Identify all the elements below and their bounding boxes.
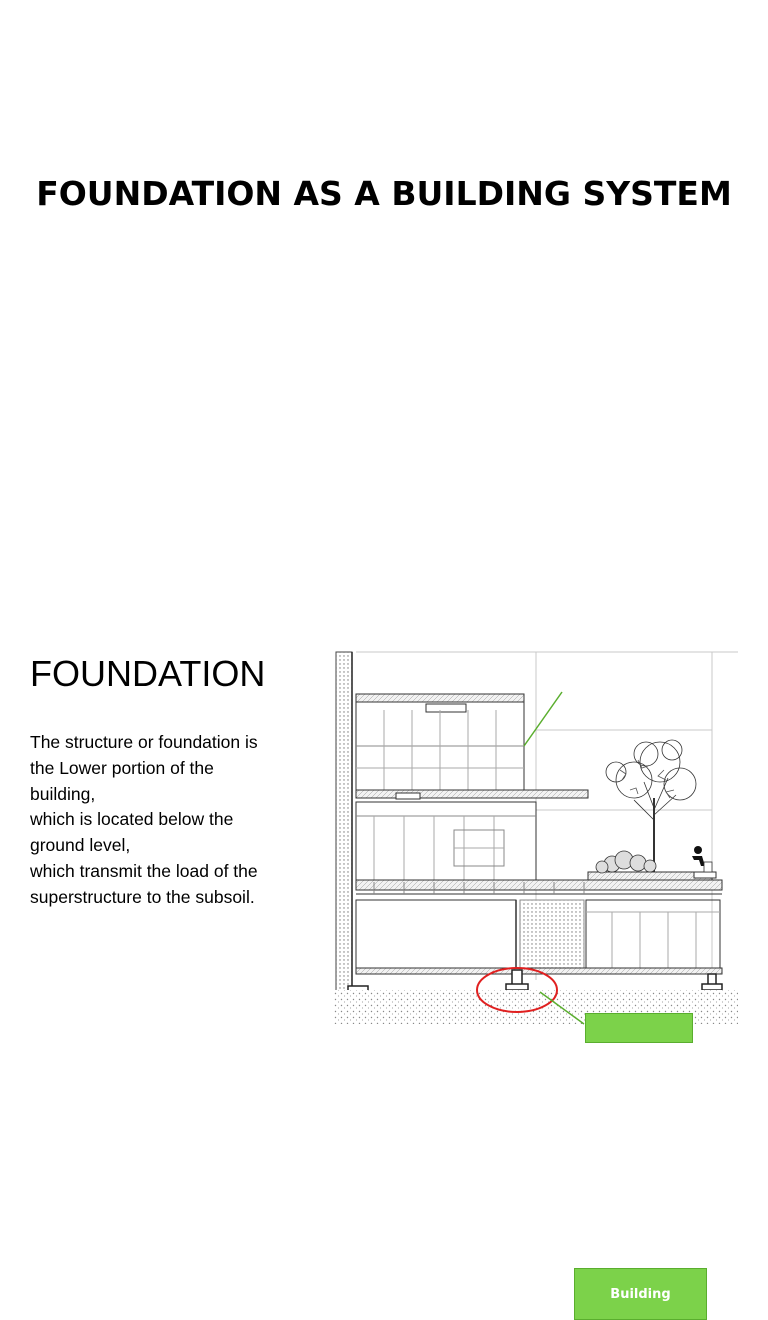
definition-line: which is located below the (30, 809, 234, 830)
roof-garden (588, 872, 716, 880)
title-slide (0, 0, 768, 600)
building-section-drawing (334, 650, 738, 1024)
floor-middle (356, 790, 588, 880)
person-icon (692, 846, 712, 872)
building-label: Building (574, 1268, 707, 1320)
section-heading: FOUNDATION (30, 653, 266, 694)
definition-line: the Lower portion of the (30, 757, 214, 778)
definition-line: building, (30, 783, 96, 804)
definition-line: ground level, (30, 835, 131, 856)
foundation-label (585, 1013, 693, 1043)
bush-icon (596, 851, 656, 873)
definition-line: which transmit the load of the (30, 860, 258, 881)
definition-line: superstructure to the subsoil. (30, 886, 255, 907)
slide-title: FOUNDATION AS A BUILDING SYSTEM (36, 174, 732, 213)
floor-lower (356, 880, 722, 894)
building-pointer-line (524, 692, 562, 746)
definition-text (30, 730, 320, 911)
definition-line: The structure or foundation is (30, 732, 258, 752)
floor-top (356, 694, 524, 790)
basement (356, 900, 722, 974)
foundation-slide (0, 600, 768, 1302)
left-wall (336, 652, 352, 992)
